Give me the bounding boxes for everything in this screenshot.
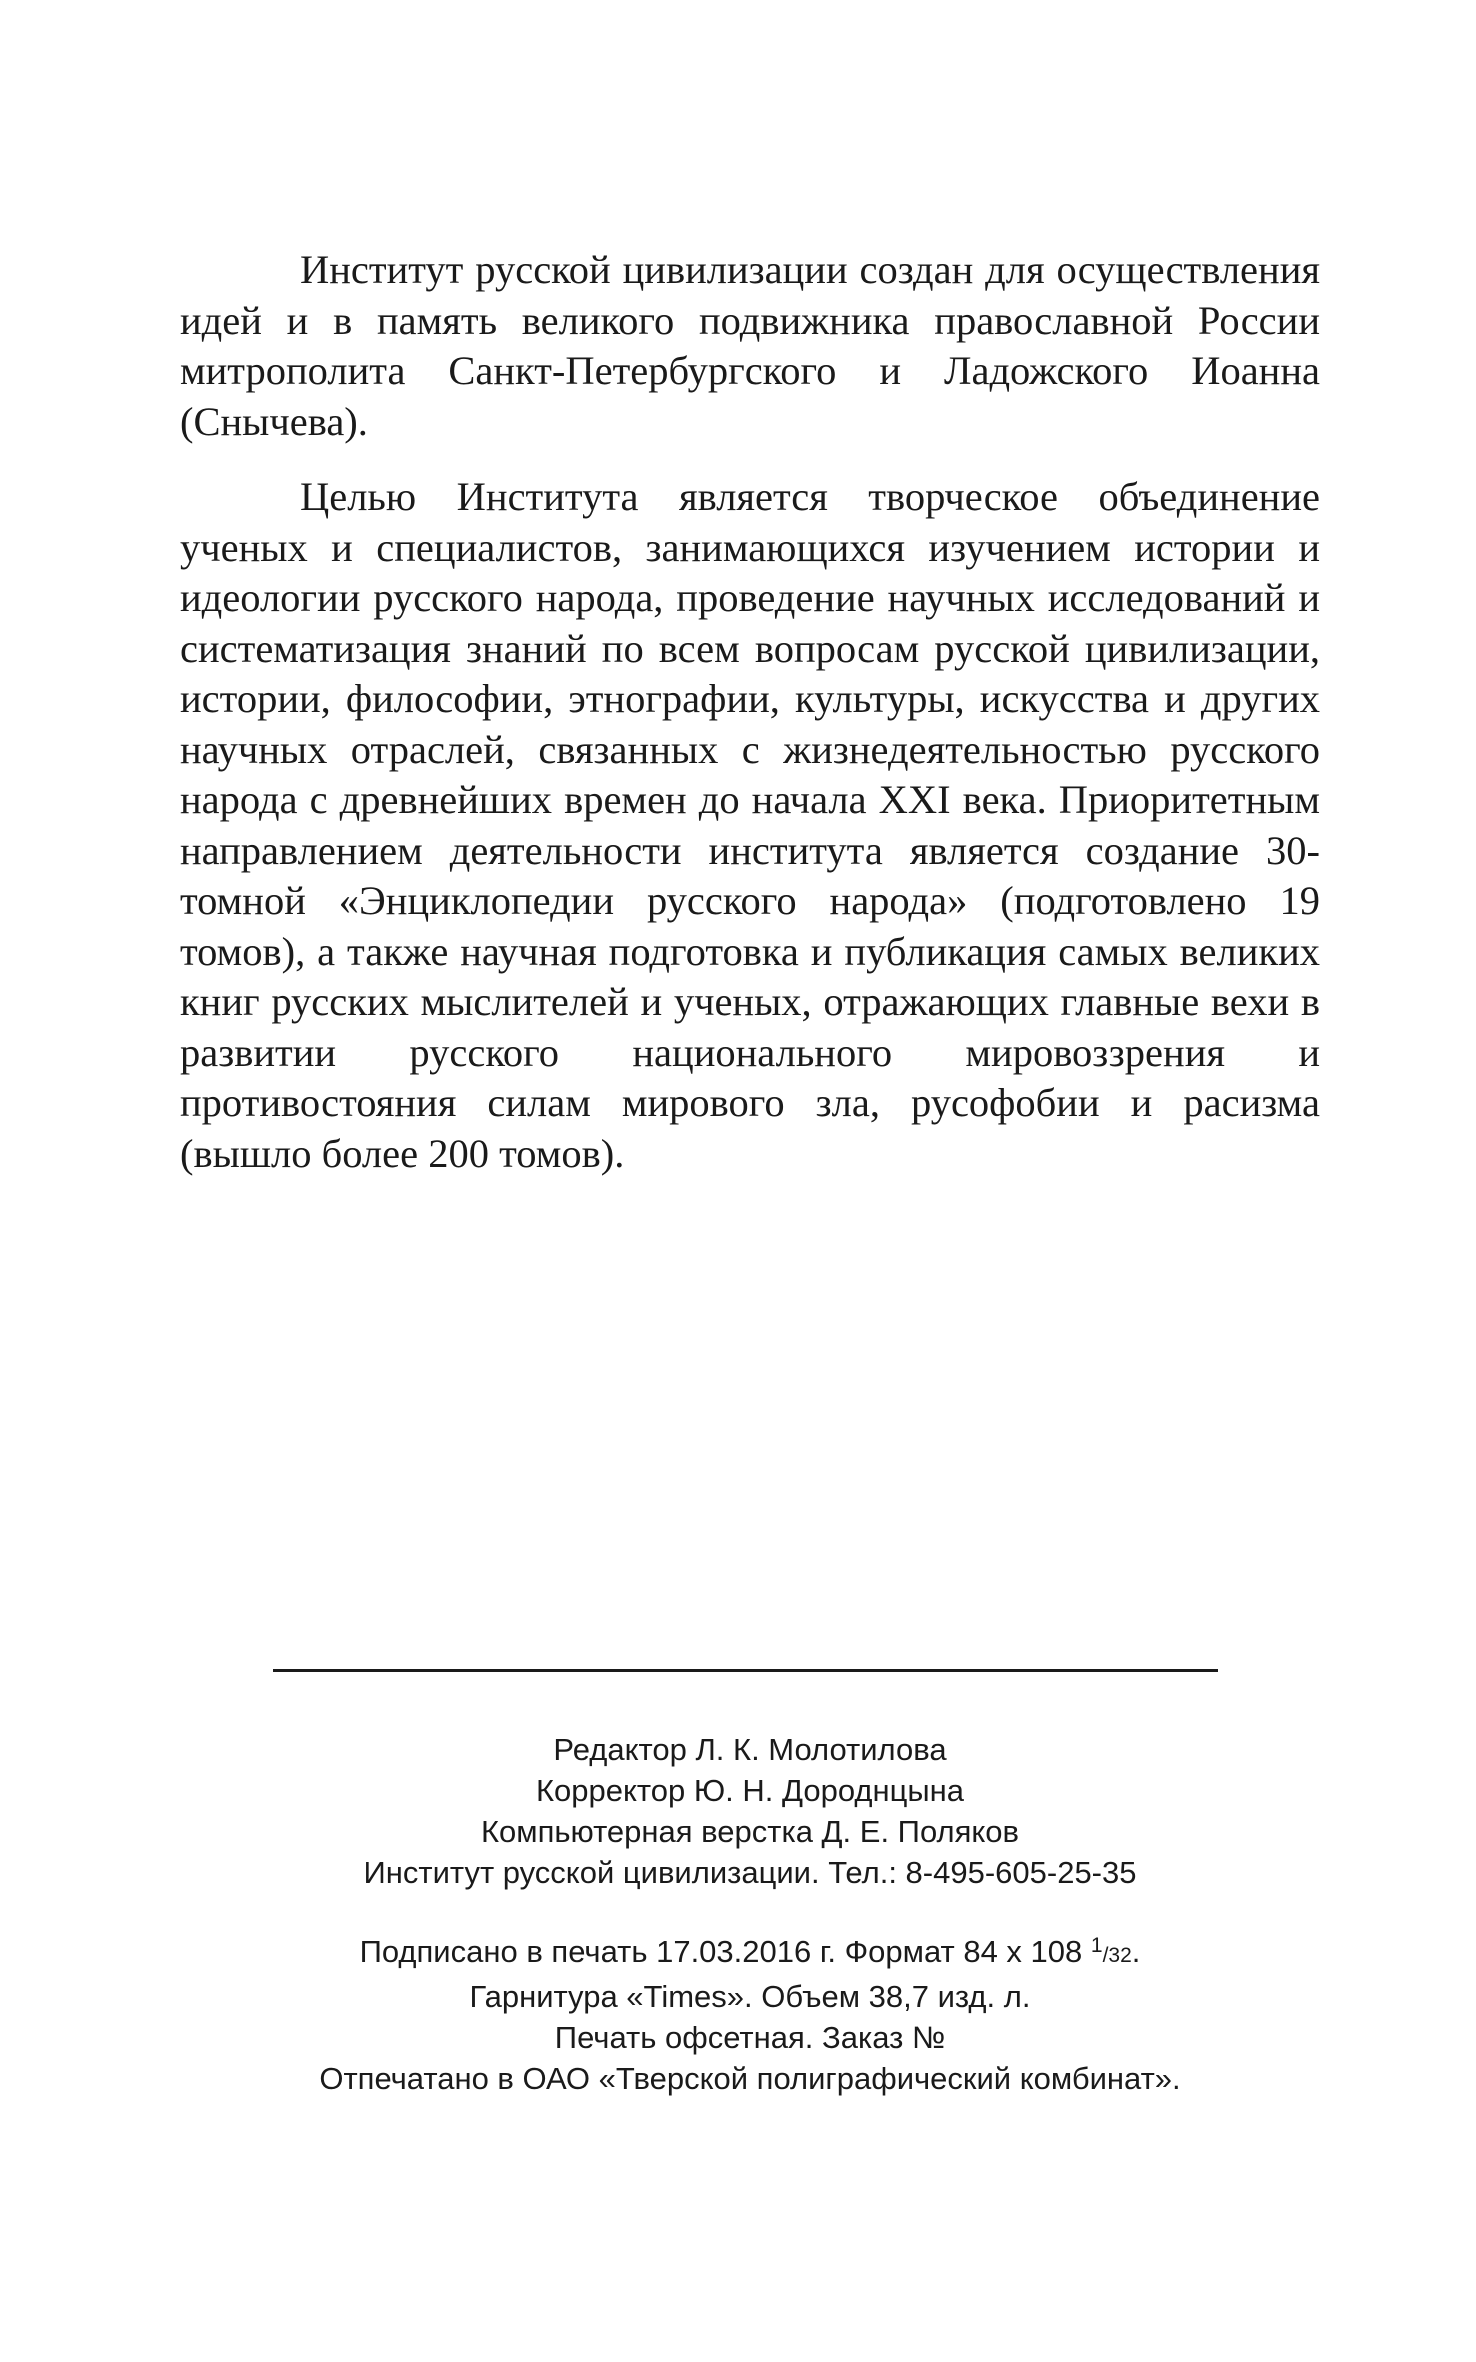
print-date-format <box>180 1925 1320 1976</box>
editor-credit: Редактор Л. К. Молотилова <box>553 1732 947 1767</box>
proofreader-credit: Корректор Ю. Н. Дороднцына <box>535 1773 965 1808</box>
format-fraction: 1/32 <box>1090 1934 1132 1967</box>
imprint-credits <box>180 1729 1320 1893</box>
publisher-contact: Институт русской цивилизации. Тел.: 8-495-605-25-35 <box>363 1855 1137 1890</box>
printer-name: Отпечатано в ОАО «Тверской полиграфический комбинат». <box>319 2061 1181 2096</box>
paragraph-institute-goals: Целью Института является творческое объединение ученых и специалистов, занимающихся изучением истории и идеологии русского народа, проведение научных исследований и систематизация знаний по всем вопросам русской цивилизации, истории, философии, этнографии, культуры, искусства и других научных отраслей, связанных с жизнедеятельностью русского народа с древнейших времен до начала XXI века. Приоритетным направлением деятельности института является создание 30-томной «Энциклопедии русского народа» (подготовлено 19 томов), а также научная подготовка и публикация самых великих книг русских мыслителей и ученых, отражающих главные вехи в развитии русского национального мировоззрения и противостояния силам мирового зла, русофобии и расизма (вышло более 200 томов). <box>180 474 1320 1176</box>
paragraph-institute-founding: Институт русской цивилизации создан для осуществления идей и в память великого подвижника православной России митрополита Санкт-Петербургского и Ладожского Иоанна (Снычева). <box>180 247 1320 444</box>
print-method-order: Печать офсетная. Заказ № <box>554 2020 946 2055</box>
print-date-format-end: . <box>1131 1934 1141 1969</box>
imprint-divider <box>273 1669 1218 1672</box>
imprint-print-info <box>180 1925 1320 2099</box>
layout-credit: Компьютерная верстка Д. Е. Поляков <box>480 1814 1020 1849</box>
print-date-format-text: Подписано в печать 17.03.2016 г. Формат 84 х 108 <box>359 1934 1091 1969</box>
format-fraction-numerator: 1 <box>1090 1934 1103 1957</box>
typeface-volume: Гарнитура «Times». Объем 38,7 изд. л. <box>469 1979 1031 2014</box>
format-fraction-denominator: 32 <box>1108 1944 1132 1967</box>
main-text <box>180 245 1320 1179</box>
